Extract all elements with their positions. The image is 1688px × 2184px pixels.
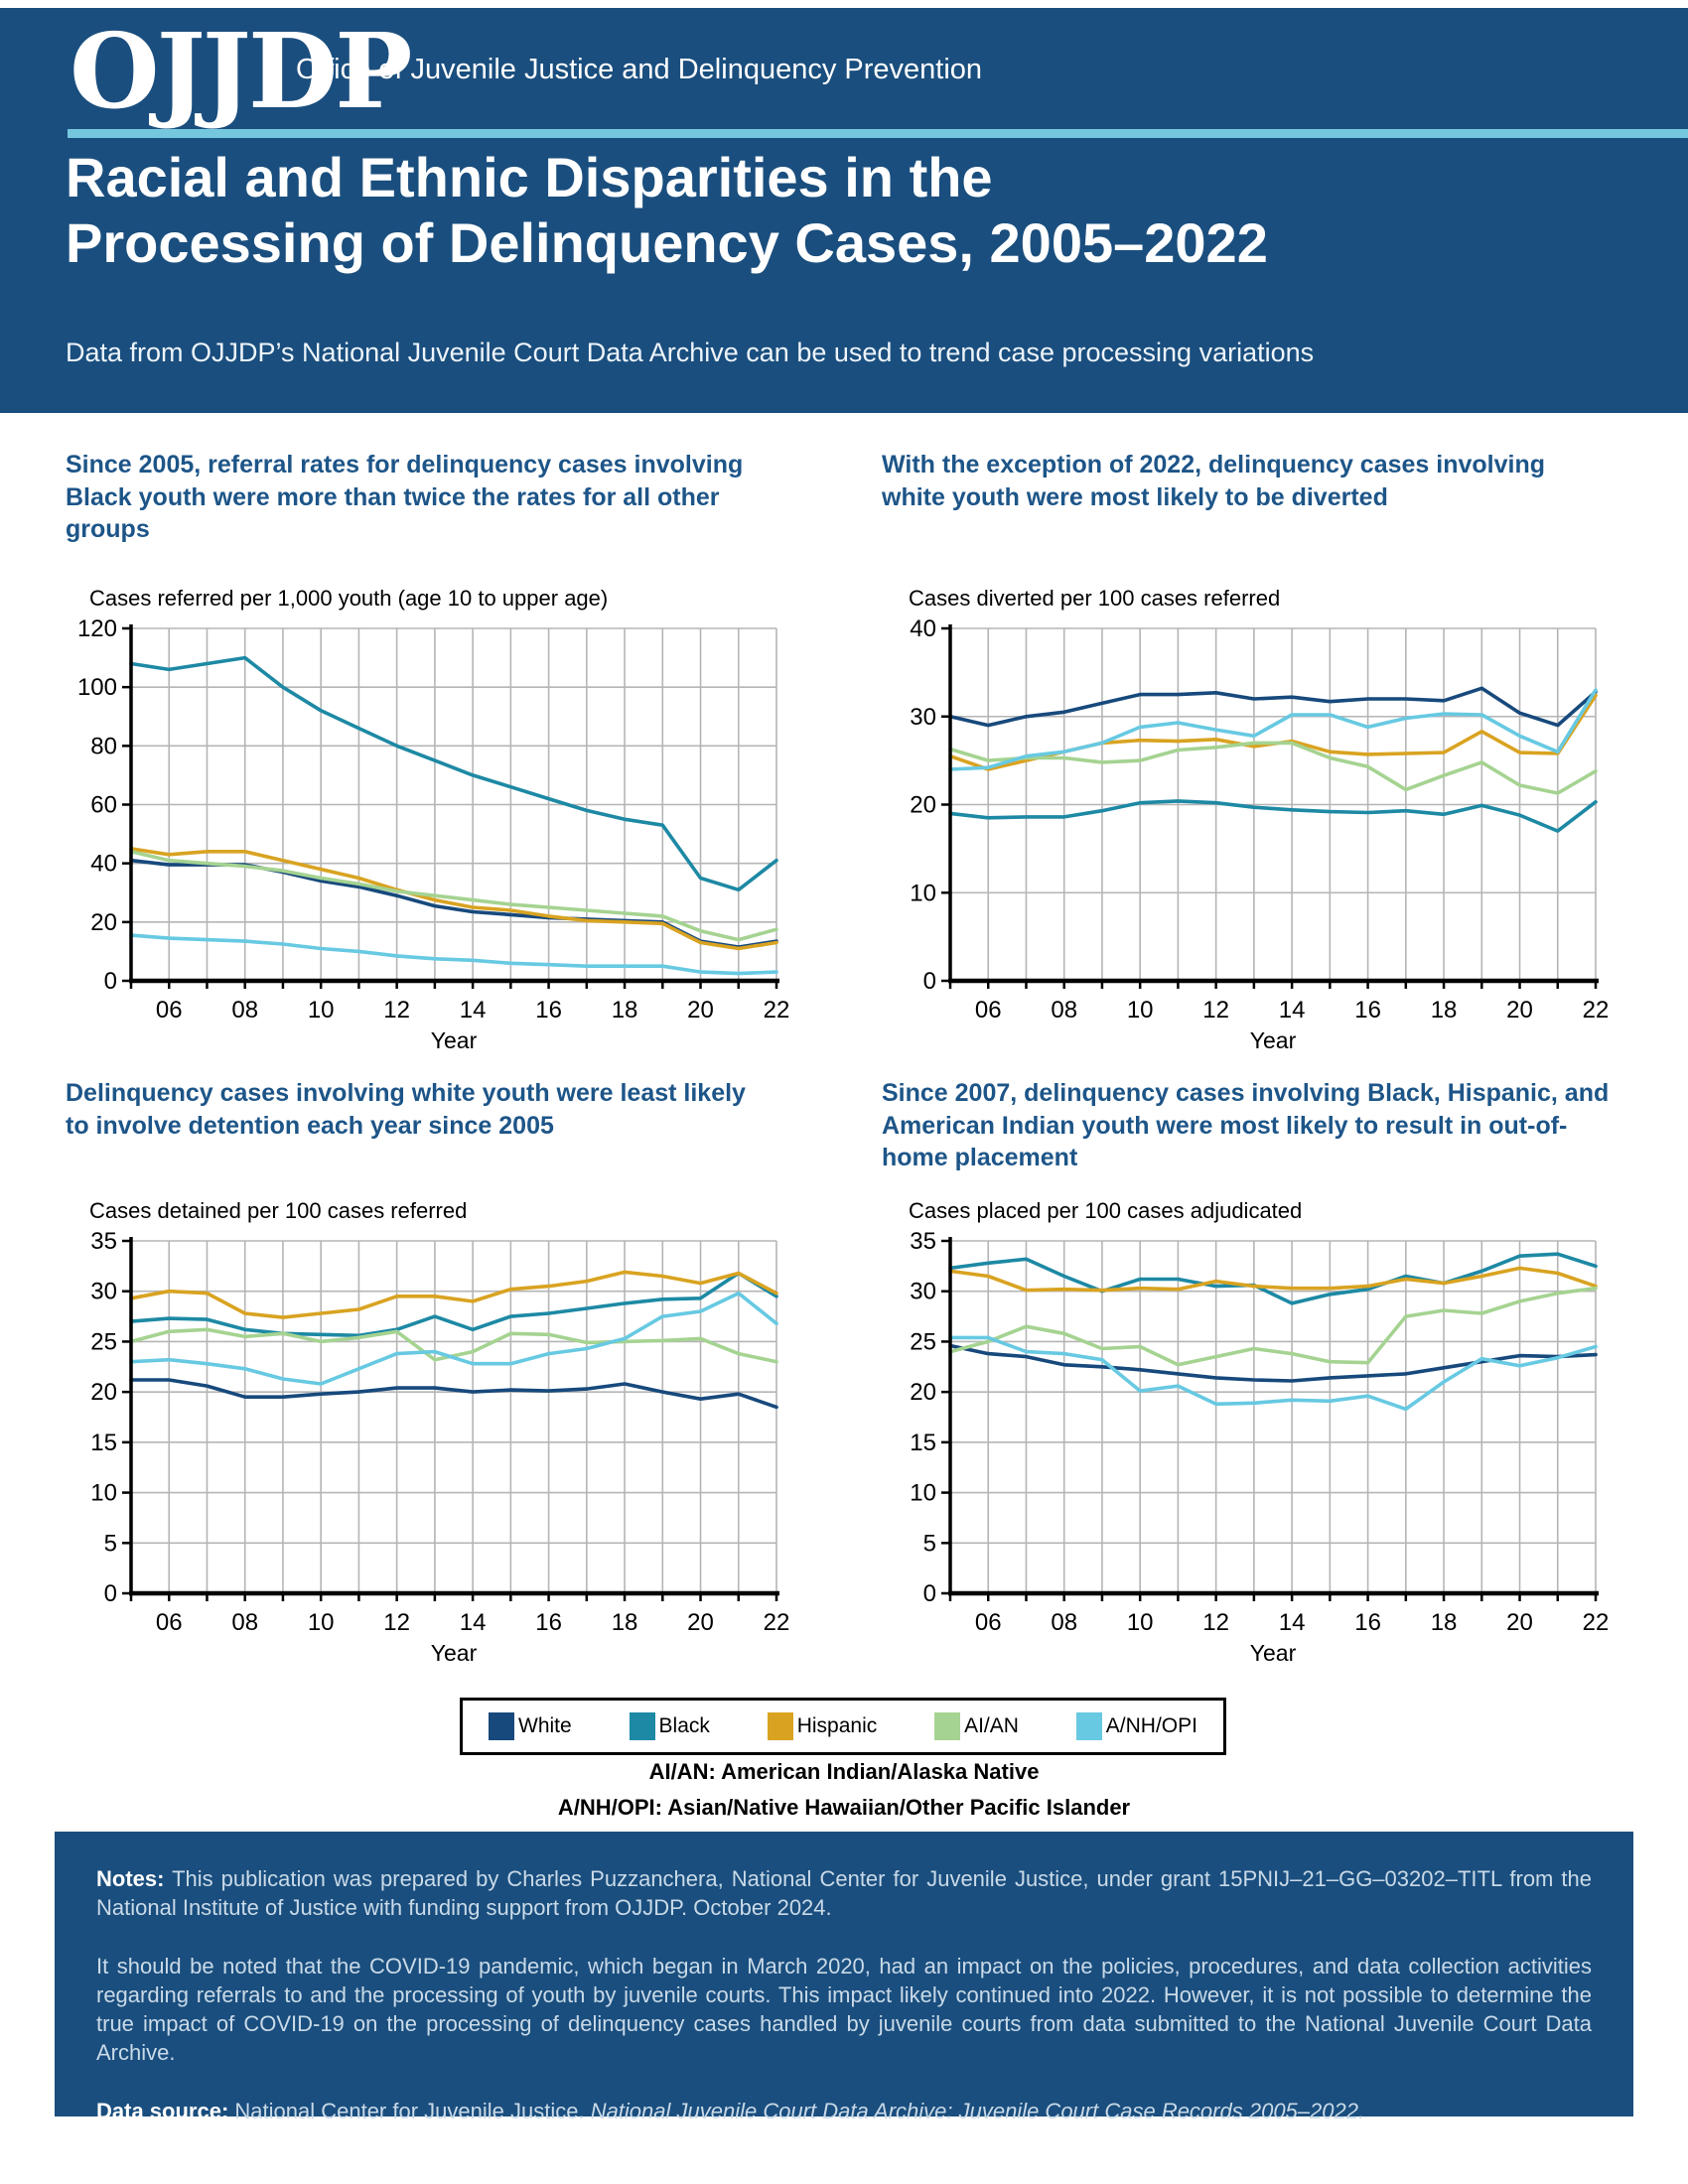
axis-title: Cases placed per 100 cases adjudicated <box>909 1198 1303 1223</box>
x-tick-label: 06 <box>155 997 183 1024</box>
chart-heading-placement: Since 2007, delinquency cases involving Black, Hispanic, and American Indian youth were most likely to result in out-of-home placement <box>882 1079 1610 1171</box>
legend-entry-a-nh-opi <box>1076 1712 1197 1740</box>
header-banner <box>0 8 1688 413</box>
page-title-line1: Racial and Ethnic Disparities in the <box>66 146 993 208</box>
chart-heading-referrals: Since 2005, referral rates for delinquency cases involving Black youth were more than twice the rates for all other groups <box>66 451 744 543</box>
y-tick-label: 0 <box>103 1580 117 1607</box>
x-tick-label: 22 <box>1582 1609 1610 1636</box>
chart-line-ai-an <box>950 743 1596 793</box>
y-tick-label: 20 <box>910 1379 936 1407</box>
y-tick-label: 80 <box>90 733 117 760</box>
chart-line-black <box>131 658 776 890</box>
x-tick-label: 22 <box>763 1609 790 1636</box>
x-tick-label: 22 <box>1582 997 1610 1024</box>
y-tick-label: 30 <box>90 1278 117 1305</box>
legend-swatch <box>630 1712 655 1740</box>
chart-line-black <box>950 1254 1596 1303</box>
x-axis-label: Year <box>430 1640 478 1663</box>
legend-swatch <box>934 1712 960 1740</box>
y-tick-label: 40 <box>90 850 117 878</box>
legend-entry-hispanic <box>768 1712 878 1740</box>
data-source-citation: National Juvenile Court Data Archive: Juvenile Court Case Records 2005–2022. <box>590 2098 1365 2123</box>
chart-line-black <box>950 801 1596 831</box>
x-tick-label: 20 <box>687 1609 714 1636</box>
chart-line-a-nh-opi <box>950 1337 1596 1409</box>
y-tick-label: 0 <box>103 968 117 995</box>
notes-paragraph-2: It should be noted that the COVID-19 pandemic, which began in March 2020, had an impact on the policies, procedures, and data collection activities regarding referrals to and the processing of youth by juvenile courts. This impact likely continued into 2022. However, it is not possible to determine the true impact of COVID-19 on the processing of delinquency cases handled by juvenile courts from data submitted to the National Juvenile Court Data Archive. <box>96 1953 1592 2066</box>
legend-swatch <box>768 1712 793 1740</box>
chart-line-white <box>131 1380 776 1407</box>
ojjdp-logo: OJJDP <box>70 10 410 132</box>
chart-line-hispanic <box>131 1272 776 1317</box>
x-tick-label: 08 <box>1051 997 1078 1024</box>
page-title <box>66 145 1268 275</box>
line-chart-detention <box>60 1196 794 1663</box>
x-tick-label: 20 <box>1506 997 1533 1024</box>
notes-label: Notes: <box>96 1866 165 1891</box>
x-tick-label: 20 <box>687 997 714 1024</box>
page-title-line2: Processing of Delinquency Cases, 2005–2022 <box>66 210 1268 274</box>
legend-footnote-aian: AI/AN: American Indian/Alaska Native <box>648 1759 1040 1784</box>
x-axis-label: Year <box>1249 1027 1297 1050</box>
y-tick-label: 20 <box>910 791 936 819</box>
x-tick-label: 08 <box>231 997 259 1024</box>
y-tick-label: 20 <box>90 908 117 936</box>
x-tick-label: 06 <box>974 1609 1002 1636</box>
x-tick-label: 06 <box>155 1609 183 1636</box>
legend-label: A/NH/OPI <box>1105 1714 1197 1737</box>
x-tick-label: 18 <box>611 997 638 1024</box>
legend-swatch <box>1076 1712 1102 1740</box>
legend-entry-ai-an <box>934 1712 1019 1740</box>
chart-heading-diversion: With the exception of 2022, delinquency cases involving white youth were most likely to be diverted <box>882 451 1546 511</box>
notes-paragraph-1 <box>96 1864 1592 1923</box>
y-tick-label: 40 <box>910 615 936 642</box>
page-subtitle: Data from OJJDP’s National Juvenile Court Data Archive can be used to trend case processing variations <box>66 338 1315 367</box>
y-tick-label: 15 <box>910 1429 936 1456</box>
x-tick-label: 12 <box>1202 1609 1229 1636</box>
axis-title: Cases detained per 100 cases referred <box>89 1198 468 1223</box>
legend-label: White <box>518 1714 572 1737</box>
x-tick-label: 20 <box>1506 1609 1533 1636</box>
y-tick-label: 120 <box>76 615 117 642</box>
axis-title: Cases referred per 1,000 youth (age 10 to upper age) <box>89 586 609 611</box>
data-source-label: Data source: <box>96 2098 229 2123</box>
y-tick-label: 35 <box>910 1228 936 1255</box>
x-tick-label: 06 <box>974 997 1002 1024</box>
legend-label: AI/AN <box>964 1714 1019 1737</box>
y-tick-label: 60 <box>90 791 117 819</box>
y-tick-label: 25 <box>90 1328 117 1356</box>
y-tick-label: 35 <box>90 1228 117 1255</box>
chart-legend <box>460 1698 1226 1755</box>
legend-footnote-anhopi: A/NH/OPI: Asian/Native Hawaiian/Other Pacific Islander <box>557 1795 1131 1820</box>
legend-entry-black <box>630 1712 710 1740</box>
x-tick-label: 18 <box>611 1609 638 1636</box>
chart-line-hispanic <box>950 1268 1596 1290</box>
chart-line-a-nh-opi <box>131 935 776 974</box>
x-tick-label: 12 <box>1202 997 1229 1024</box>
x-tick-label: 14 <box>459 1609 487 1636</box>
y-tick-label: 5 <box>922 1530 936 1558</box>
x-tick-label: 12 <box>383 997 410 1024</box>
x-tick-label: 10 <box>1126 997 1154 1024</box>
y-tick-label: 100 <box>76 674 117 702</box>
x-tick-label: 14 <box>1278 1609 1306 1636</box>
data-source-text: National Center for Juvenile Justice. <box>228 2098 591 2123</box>
x-tick-label: 10 <box>1126 1609 1154 1636</box>
notes-section <box>55 1832 1633 2123</box>
axis-title: Cases diverted per 100 cases referred <box>909 586 1281 611</box>
x-tick-label: 08 <box>231 1609 259 1636</box>
x-tick-label: 18 <box>1430 997 1458 1024</box>
chart-heading-detention: Delinquency cases involving white youth were least likely to involve detention each year since 2005 <box>66 1079 746 1140</box>
y-tick-label: 30 <box>910 703 936 731</box>
data-source-line <box>96 2097 1592 2125</box>
y-tick-label: 0 <box>922 1580 936 1607</box>
x-tick-label: 22 <box>763 997 790 1024</box>
y-tick-label: 20 <box>90 1379 117 1407</box>
x-tick-label: 08 <box>1051 1609 1078 1636</box>
notes-paragraph-1-text: This publication was prepared by Charles Puzzanchera, National Center for Juvenile Justice, under grant 15PNIJ–21–GG–03202–TITL from the National Institute of Justice with funding support from OJJDP. October 2024. <box>96 1866 1592 1921</box>
line-chart-placement <box>879 1196 1614 1663</box>
chart-line-ai-an <box>131 852 776 940</box>
x-tick-label: 14 <box>459 997 487 1024</box>
x-tick-label: 14 <box>1278 997 1306 1024</box>
line-chart-diversion <box>879 584 1614 1050</box>
x-tick-label: 16 <box>535 997 562 1024</box>
y-tick-label: 10 <box>910 1479 936 1507</box>
y-tick-label: 25 <box>910 1328 936 1356</box>
legend-label: Black <box>658 1714 710 1737</box>
x-axis-label: Year <box>430 1027 478 1050</box>
y-tick-label: 30 <box>910 1278 936 1305</box>
y-tick-label: 5 <box>103 1530 117 1558</box>
x-tick-label: 16 <box>535 1609 562 1636</box>
x-tick-label: 16 <box>1354 997 1381 1024</box>
agency-name: Office of Juvenile Justice and Delinquency Prevention <box>296 54 983 85</box>
y-tick-label: 10 <box>90 1479 117 1507</box>
x-axis-label: Year <box>1249 1640 1297 1663</box>
y-tick-label: 0 <box>922 968 936 995</box>
x-tick-label: 12 <box>383 1609 410 1636</box>
legend-swatch <box>489 1712 514 1740</box>
x-tick-label: 10 <box>307 997 335 1024</box>
x-tick-label: 16 <box>1354 1609 1381 1636</box>
legend-label: Hispanic <box>796 1714 878 1737</box>
chart-line-white <box>950 688 1596 725</box>
x-tick-label: 10 <box>307 1609 335 1636</box>
x-tick-label: 18 <box>1430 1609 1458 1636</box>
line-chart-referrals <box>60 584 794 1050</box>
legend-entry-white <box>489 1712 572 1740</box>
y-tick-label: 15 <box>90 1429 117 1456</box>
y-tick-label: 10 <box>910 880 936 907</box>
